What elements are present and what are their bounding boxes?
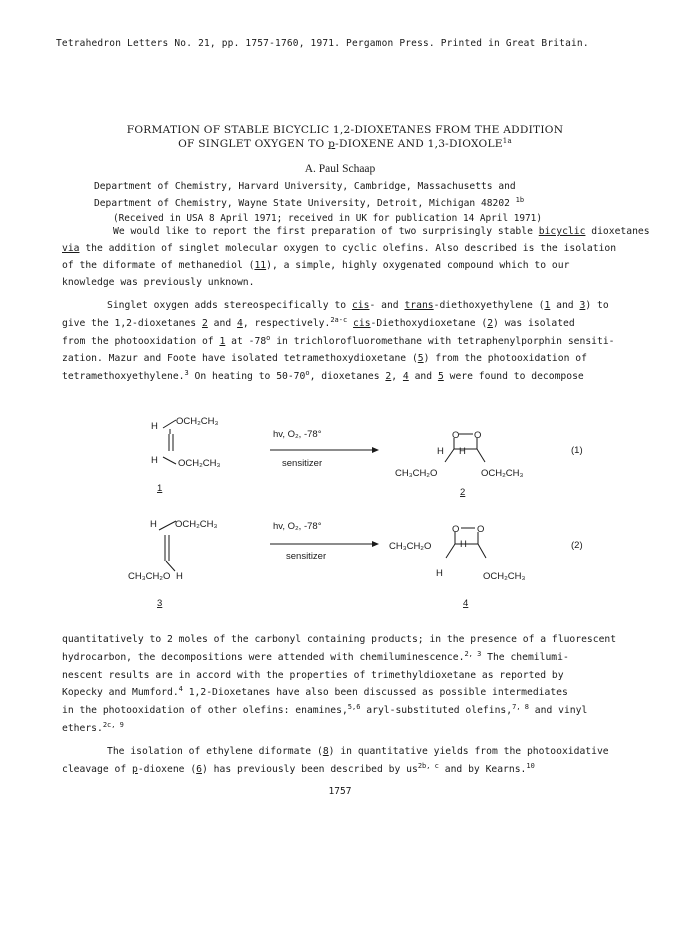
scheme2-h-bottom: H — [176, 571, 183, 582]
body-text: of the diformate of methanediol ( — [62, 260, 255, 271]
body-text: 5 — [437, 371, 444, 382]
body-text: 2 — [201, 318, 208, 329]
body-text: Singlet oxygen adds stereospecifically to — [107, 300, 352, 311]
body-text: at -78 — [225, 336, 267, 347]
body-text: and — [408, 371, 438, 382]
body-text: , respectively. — [242, 318, 331, 329]
scheme1-product-h-1: H — [437, 446, 444, 457]
scheme2-ethoxy-top: OCH₂CH₃ — [175, 519, 218, 530]
scheme1-conditions-top: hv, O₂, -78° — [273, 429, 322, 440]
footnote-marker: 10 — [526, 762, 535, 770]
body-text: ) to — [585, 300, 609, 311]
page-number: 1757 — [328, 786, 352, 797]
body-text: 3 — [579, 300, 586, 311]
scheme2-reactant — [128, 519, 218, 609]
body-text: in the photooxidation of other olefins: enamines, — [62, 705, 348, 716]
equation-number-2: (2) — [571, 540, 583, 551]
body-text: 1,2-Dioxetanes have also been discussed as possible intermediates — [182, 687, 568, 698]
body-text: p — [132, 764, 138, 775]
body-text: 11 — [254, 260, 267, 271]
degree-marker: o — [305, 369, 310, 377]
body-text: and — [550, 300, 580, 311]
footnote-marker: 1a — [502, 137, 512, 145]
body-line: knowledge was previously unknown. — [62, 277, 255, 288]
compound-label-3: 3 — [157, 598, 163, 609]
body-text: ) was isolated — [493, 318, 575, 329]
scheme1-conditions-bottom: sensitizer — [282, 458, 323, 469]
body-text: dioxetanes — [585, 226, 650, 237]
body-text: 5 — [417, 353, 424, 364]
footnote-marker: 4 — [178, 685, 183, 693]
scheme1-h-top: H — [151, 421, 158, 432]
scheme2-conditions-top: hv, O₂, -78° — [273, 521, 322, 532]
body-text: 1 — [544, 300, 551, 311]
body-text: tetramethoxyethylene. — [62, 371, 185, 382]
scheme1-product — [395, 430, 524, 498]
body-text: cleavage of — [62, 764, 132, 775]
affiliation-1: Department of Chemistry, Harvard University, Cambridge, Massachusetts and — [94, 181, 516, 192]
scheme2-product-right: OCH₂CH₃ — [483, 571, 526, 582]
body-text: ) in quantitative yields from the photooxidative — [328, 746, 609, 757]
body-text: Kopecky and Mumford. — [62, 687, 179, 698]
scheme1-ring-oxygen-2: O — [474, 430, 482, 441]
footnote-marker: 2c, 9 — [102, 721, 124, 729]
title-line-1: FORMATION OF STABLE BICYCLIC 1,2-DIOXETANES FROM THE ADDITION — [126, 124, 564, 136]
scheme1-ethoxy-top: OCH₂CH₃ — [176, 416, 219, 427]
scheme2-ring-oxygen-1: O — [452, 524, 460, 535]
body-text: - and — [369, 300, 405, 311]
title-text: p — [328, 138, 336, 150]
scheme2-ethoxy-bottom: CH₃CH₂O — [128, 571, 171, 582]
scheme1-ethoxy-bottom: OCH₂CH₃ — [178, 458, 221, 469]
footnote-marker: 2, 3 — [464, 650, 482, 658]
scheme1-product-h-2: H — [459, 446, 466, 457]
footnote-marker: 2a-c — [330, 316, 348, 324]
scheme2-conditions-bottom: sensitizer — [286, 551, 327, 562]
body-text: ) has previously been described by us — [202, 764, 418, 775]
compound-label-4: 4 — [463, 598, 469, 609]
body-text: On heating to 50-70 — [188, 371, 306, 382]
footnote-marker: 3 — [184, 369, 189, 377]
scheme2-product-h-top: H — [460, 539, 467, 550]
body-text: cis — [351, 300, 370, 311]
scheme1-product-left: CH₃CH₂O — [395, 468, 438, 479]
scheme2-ring-oxygen-2: O — [477, 524, 485, 535]
body-text: , — [391, 371, 403, 382]
body-line — [107, 746, 609, 757]
footnote-marker: 1b — [515, 196, 525, 204]
received-date: (Received in USA 8 April 1971; received in UK for publication 14 April 1971) — [113, 213, 542, 224]
body-text: 6 — [196, 764, 203, 775]
body-text: 1 — [219, 336, 226, 347]
compound-label-2: 2 — [460, 487, 466, 498]
body-text: ) from the photooxidation of — [423, 353, 587, 364]
body-text: The chemilumi- — [481, 652, 569, 663]
body-text: 4 — [237, 318, 243, 329]
scheme2-product-h-bottom: H — [436, 568, 443, 579]
title-text: OF SINGLET OXYGEN TO — [178, 138, 329, 150]
scheme1-h-bottom: H — [151, 455, 158, 466]
body-text: the addition of singlet molecular oxygen to cyclic olefins. Also described is the isolation — [79, 243, 617, 254]
body-text: give the 1,2-dioxetanes — [62, 318, 202, 329]
body-text: from the photooxidation of — [62, 336, 220, 347]
body-text: 2 — [487, 318, 494, 329]
scheme1-product-right: OCH₂CH₃ — [481, 468, 524, 479]
body-text: bicyclic — [538, 226, 586, 237]
scheme2-arrow — [270, 521, 379, 562]
body-line — [62, 687, 568, 698]
body-text: and by Kearns. — [438, 764, 527, 775]
body-text: 4 — [402, 371, 409, 382]
affiliation-text: Department of Chemistry, Wayne State University, Detroit, Michigan 48202 — [94, 198, 510, 209]
footnote-marker: 5,6 — [347, 703, 361, 711]
scheme2-product — [389, 524, 526, 609]
body-text: and vinyl — [528, 705, 588, 716]
author-name: A. Paul Schaap — [304, 163, 376, 175]
title-text: -DIOXENE AND 1,3-DIOXOLE — [335, 138, 503, 150]
scheme1-ring-oxygen-1: O — [452, 430, 460, 441]
body-text: were found to decompose — [443, 371, 584, 382]
body-line — [62, 705, 587, 716]
body-line: quantitatively to 2 moles of the carbonyl containing products; in the presence of a fluorescent — [62, 634, 617, 645]
equation-number-1: (1) — [571, 445, 583, 456]
body-text: aryl-substituted olefins, — [360, 705, 513, 716]
body-text: 2 — [385, 371, 392, 382]
body-text: zation. Mazur and Foote have isolated tetramethoxydioxetane ( — [62, 353, 418, 364]
body-text: -Diethoxydioxetane ( — [370, 318, 488, 329]
body-line — [62, 764, 535, 775]
body-text: , dioxetanes — [309, 371, 386, 382]
body-line: nescent results are in accord with the properties of trimethyldioxetane as reported by — [62, 670, 564, 681]
body-text: The isolation of ethylene diformate ( — [107, 746, 323, 757]
footnote-marker: 7, 8 — [512, 703, 529, 711]
body-text: trans — [404, 300, 434, 311]
body-text: We would like to report the first preparation of two surprisingly stable — [113, 226, 539, 237]
scheme2-h-top: H — [150, 519, 157, 530]
journal-header: Tetrahedron Letters No. 21, pp. 1757-1760, 1971. Pergamon Press. Printed in Great Britain. — [56, 38, 589, 49]
footnote-marker: 2b, c — [417, 762, 439, 770]
scheme2-product-left: CH₃CH₂O — [389, 541, 432, 552]
body-text: and — [207, 318, 237, 329]
body-text: in trichlorofluoromethane with tetraphenylporphin sensiti- — [270, 336, 615, 347]
body-text: hydrocarbon, the decompositions were attended with chemiluminescence. — [62, 652, 465, 663]
compound-label-1: 1 — [157, 483, 163, 494]
body-line — [62, 723, 124, 734]
body-text: ), a simple, highly oxygenated compound which to our — [266, 260, 570, 271]
body-text: -diethoxyethylene ( — [433, 300, 545, 311]
scheme1-reactant — [151, 416, 221, 494]
scheme1-arrow — [270, 429, 379, 469]
degree-marker: o — [266, 334, 271, 342]
body-text: -dioxene ( — [137, 764, 197, 775]
body-text: cis — [353, 318, 371, 329]
body-text: ethers. — [62, 723, 103, 734]
body-line — [62, 652, 569, 663]
body-text: via — [62, 243, 80, 254]
body-text: 8 — [322, 746, 329, 757]
